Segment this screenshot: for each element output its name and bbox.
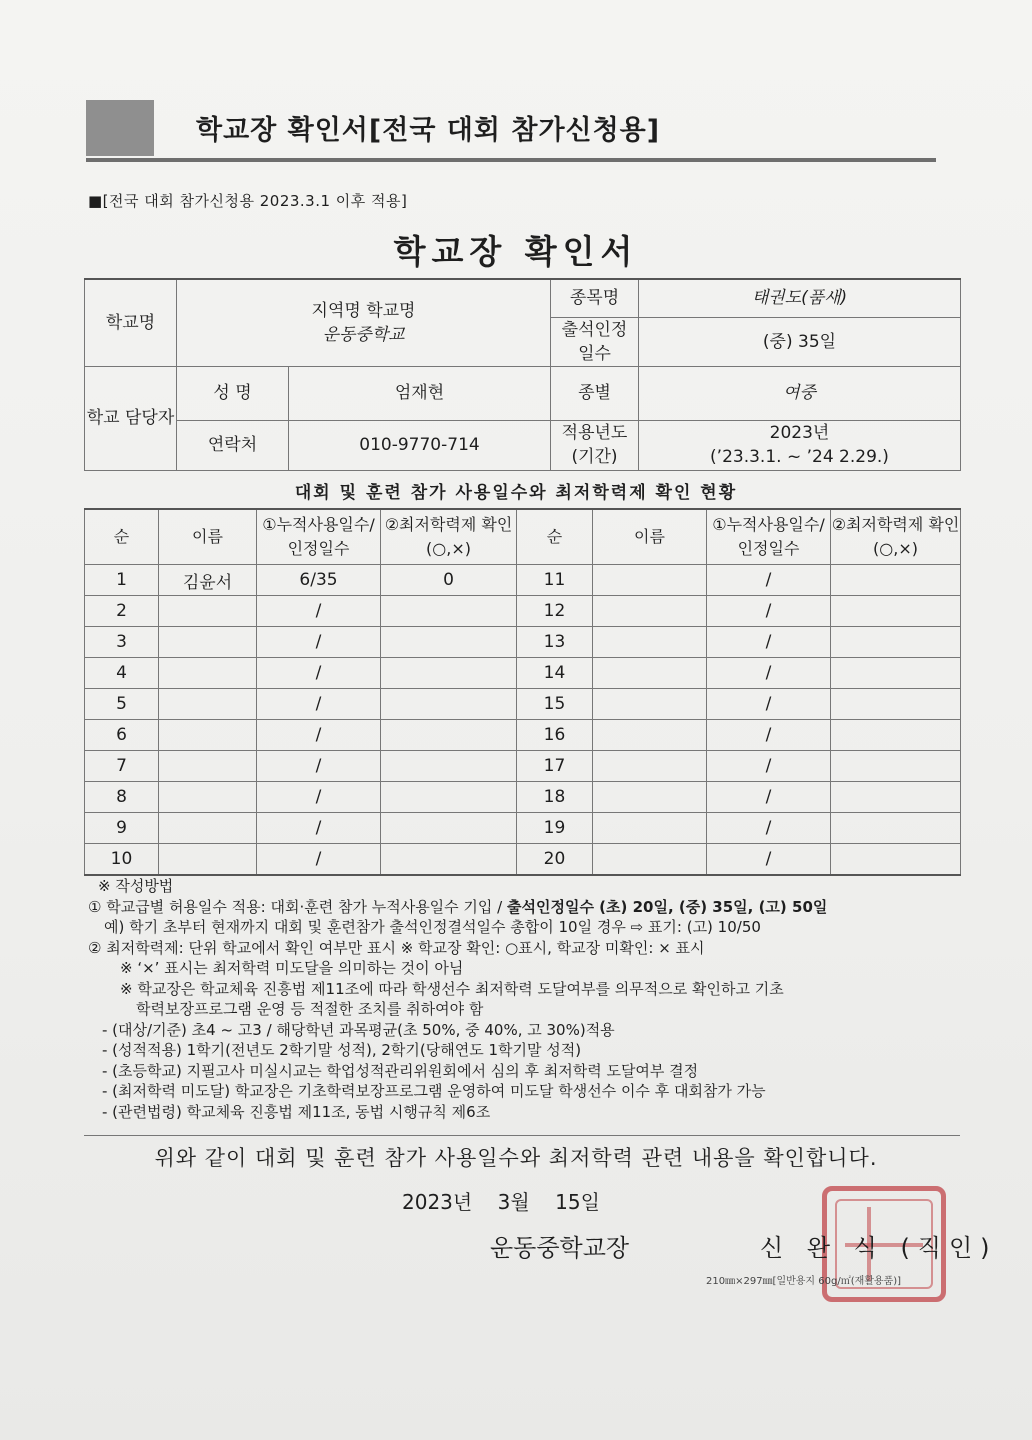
row-days: / (707, 627, 831, 658)
row-no: 2 (85, 596, 159, 627)
row-days: / (707, 782, 831, 813)
row-check (381, 720, 517, 751)
row-days: / (707, 813, 831, 844)
principal-name: 신 완 식 (직인) (760, 1234, 998, 1262)
row-days: / (707, 689, 831, 720)
contact-label: 연락처 (177, 420, 289, 470)
school-value: 운동중학교 (322, 324, 405, 345)
row-no: 6 (85, 720, 159, 751)
col-no-right: 순 (517, 509, 593, 565)
table-body (85, 565, 961, 876)
row-check (381, 689, 517, 720)
table-row (85, 782, 961, 813)
note-detail-2: - (성적적용) 1학기(전년도 2학기말 성적), 2학기(당해연도 1학기말 성적) (102, 1041, 582, 1059)
header-block (86, 100, 154, 156)
note-1 (88, 897, 968, 918)
row-days: / (257, 689, 381, 720)
attendance-label: 출석인정 일수 (551, 317, 639, 366)
date-day: 15일 (555, 1190, 600, 1214)
contact-value: 010-9770-714 (289, 420, 551, 470)
table-row (85, 844, 961, 876)
row-name (593, 782, 707, 813)
table-row (85, 627, 961, 658)
row-name (593, 751, 707, 782)
col-name-left: 이름 (159, 509, 257, 565)
attendance-value: (중) 35일 (639, 317, 961, 366)
row-check (381, 627, 517, 658)
row-no: 8 (85, 782, 159, 813)
row-name (159, 782, 257, 813)
row-no: 16 (517, 720, 593, 751)
note-detail-5: - (관련법령) 학교체육 진흥법 제11조, 동법 시행규칙 제6조 (102, 1102, 491, 1121)
date-month: 3월 (497, 1190, 530, 1214)
row-check (381, 844, 517, 876)
row-no: 1 (85, 565, 159, 596)
row-no: 7 (85, 751, 159, 782)
note-1-text: ① 학교급별 허용일수 적용: 대회·훈련 참가 누적사용일수 기입 / (88, 897, 507, 916)
table-row (85, 658, 961, 689)
row-name (159, 658, 257, 689)
row-days: 6/35 (257, 565, 381, 596)
col-name-right: 이름 (593, 509, 707, 565)
row-check (831, 720, 961, 751)
row-no: 15 (517, 689, 593, 720)
school-head-title: 운동중학교장 (490, 1234, 630, 1262)
sport-value: 태권도(품새) (639, 279, 961, 317)
table-header-row (85, 509, 961, 565)
applies-note: ■[전국 대회 참가신청용 2023.3.1 이후 적용] (88, 192, 408, 210)
row-name (593, 596, 707, 627)
table-row (85, 813, 961, 844)
note-2b-line1: ※ 학교장은 학교체육 진흥법 제11조에 따라 학생선수 최저학력 도달여부를 의무적으로 확인하고 기초 (120, 979, 784, 998)
row-name (159, 813, 257, 844)
table-row (85, 596, 961, 627)
school-hint: 지역명 학교명 (311, 300, 416, 321)
row-check (831, 813, 961, 844)
notes-section (88, 876, 968, 1122)
row-check (831, 627, 961, 658)
notes-heading: ※ 작성방법 (98, 877, 174, 895)
name-label: 성 명 (177, 366, 289, 420)
note-2: ② 최저학력제: 단위 학교에서 확인 여부만 표시 ※ 학교장 확인: ○표시, 학교장 미확인: × 표시 (88, 938, 705, 957)
table-row (85, 720, 961, 751)
row-name (159, 751, 257, 782)
paper-spec-note: 210㎜×297㎜[일반용지 60g/㎡(재활용품)] (706, 1276, 902, 1287)
row-no: 19 (517, 813, 593, 844)
year-value: 2023년 (769, 423, 830, 443)
row-days: / (707, 751, 831, 782)
row-no: 10 (85, 844, 159, 876)
row-no: 20 (517, 844, 593, 876)
row-days: / (707, 658, 831, 689)
confirm-statement: 위와 같이 대회 및 훈련 참가 사용일수와 최저학력 관련 내용을 확인합니다. (154, 1146, 878, 1170)
row-name (593, 813, 707, 844)
row-no: 12 (517, 596, 593, 627)
row-name (159, 627, 257, 658)
table-row (85, 565, 961, 596)
note-1-example: 예) 학기 초부터 현재까지 대회 및 훈련참가 출석인정결석일수 총합이 10일 경우 ⇨ 표기: (고) 10/50 (104, 918, 761, 936)
row-days: / (257, 782, 381, 813)
category-label: 종별 (551, 366, 639, 420)
year-label: 적용년도 (기간) (551, 420, 639, 470)
row-check (831, 782, 961, 813)
participation-table (84, 508, 961, 876)
row-days: / (257, 844, 381, 876)
table-row (85, 751, 961, 782)
school-label: 학교명 (85, 279, 177, 366)
row-days: / (257, 720, 381, 751)
period-value: (’23.3.1. ~ ’24 2.29.) (710, 447, 889, 467)
row-days: / (257, 627, 381, 658)
row-check (831, 658, 961, 689)
row-name (593, 565, 707, 596)
col-check-right: ②최저학력제 확인(○,×) (831, 509, 961, 565)
row-check: 0 (381, 565, 517, 596)
manager-label: 학교 담당자 (85, 366, 177, 470)
row-name (159, 596, 257, 627)
row-name (593, 844, 707, 876)
col-days-right: ①누적사용일수/인정일수 (707, 509, 831, 565)
name-value: 엄재현 (289, 366, 551, 420)
row-days: / (707, 596, 831, 627)
row-check (831, 689, 961, 720)
row-name (159, 720, 257, 751)
row-name (593, 658, 707, 689)
bottom-rule (84, 1135, 960, 1136)
doc-title: 학교장 확인서 (393, 232, 639, 271)
row-days: / (707, 565, 831, 596)
row-no: 13 (517, 627, 593, 658)
row-days: / (707, 844, 831, 876)
table-row (85, 689, 961, 720)
category-value: 여중 (639, 366, 961, 420)
school-cell (177, 279, 551, 366)
year-cell (639, 420, 961, 470)
row-name (159, 689, 257, 720)
row-name (593, 720, 707, 751)
row-no: 17 (517, 751, 593, 782)
date-year: 2023년 (402, 1190, 473, 1214)
info-table (84, 278, 961, 471)
row-days: / (707, 720, 831, 751)
row-no: 3 (85, 627, 159, 658)
row-days: / (257, 658, 381, 689)
row-no: 5 (85, 689, 159, 720)
col-no-left: 순 (85, 509, 159, 565)
note-1-bold: 출석인정일수 (초) 20일, (중) 35일, (고) 50일 (507, 897, 828, 916)
row-check (381, 596, 517, 627)
note-detail-1: - (대상/기준) 초4 ~ 고3 / 해당학년 과목평균(초 50%, 중 40%, 고 30%)적용 (102, 1020, 615, 1039)
row-no: 9 (85, 813, 159, 844)
row-no: 14 (517, 658, 593, 689)
header-rule (86, 158, 936, 162)
col-check-left: ②최저학력제 확인(○,×) (381, 509, 517, 565)
header-title: 학교장 확인서[전국 대회 참가신청용] (196, 115, 661, 146)
row-days: / (257, 751, 381, 782)
row-check (381, 751, 517, 782)
note-detail-4: - (최저학력 미도달) 학교장은 기초학력보장프로그램 운영하여 미도달 학생선수 이수 후 대회참가 가능 (102, 1082, 766, 1100)
row-check (381, 658, 517, 689)
row-name (593, 627, 707, 658)
row-check (831, 596, 961, 627)
row-no: 11 (517, 565, 593, 596)
row-check (381, 813, 517, 844)
row-name (593, 689, 707, 720)
note-2b-line2: 학력보장프로그램 운영 등 적절한 조치를 취하여야 함 (136, 1000, 484, 1018)
row-days: / (257, 596, 381, 627)
row-check (831, 844, 961, 876)
row-no: 4 (85, 658, 159, 689)
col-days-left: ①누적사용일수/인정일수 (257, 509, 381, 565)
row-no: 18 (517, 782, 593, 813)
row-check (831, 565, 961, 596)
note-detail-3: - (초등학교) 지필고사 미실시교는 학업성적관리위원회에서 심의 후 최저학력 도달여부 결정 (102, 1061, 699, 1080)
row-name (159, 844, 257, 876)
row-check (831, 751, 961, 782)
issue-date (402, 1186, 600, 1215)
sport-label: 종목명 (551, 279, 639, 317)
section-title: 대회 및 훈련 참가 사용일수와 최저학력제 확인 현황 (294, 483, 738, 503)
note-2a: ※ ‘×’ 표시는 최저학력 미도달을 의미하는 것이 아님 (120, 959, 464, 977)
row-name: 김윤서 (159, 565, 257, 596)
row-days: / (257, 813, 381, 844)
row-check (381, 782, 517, 813)
